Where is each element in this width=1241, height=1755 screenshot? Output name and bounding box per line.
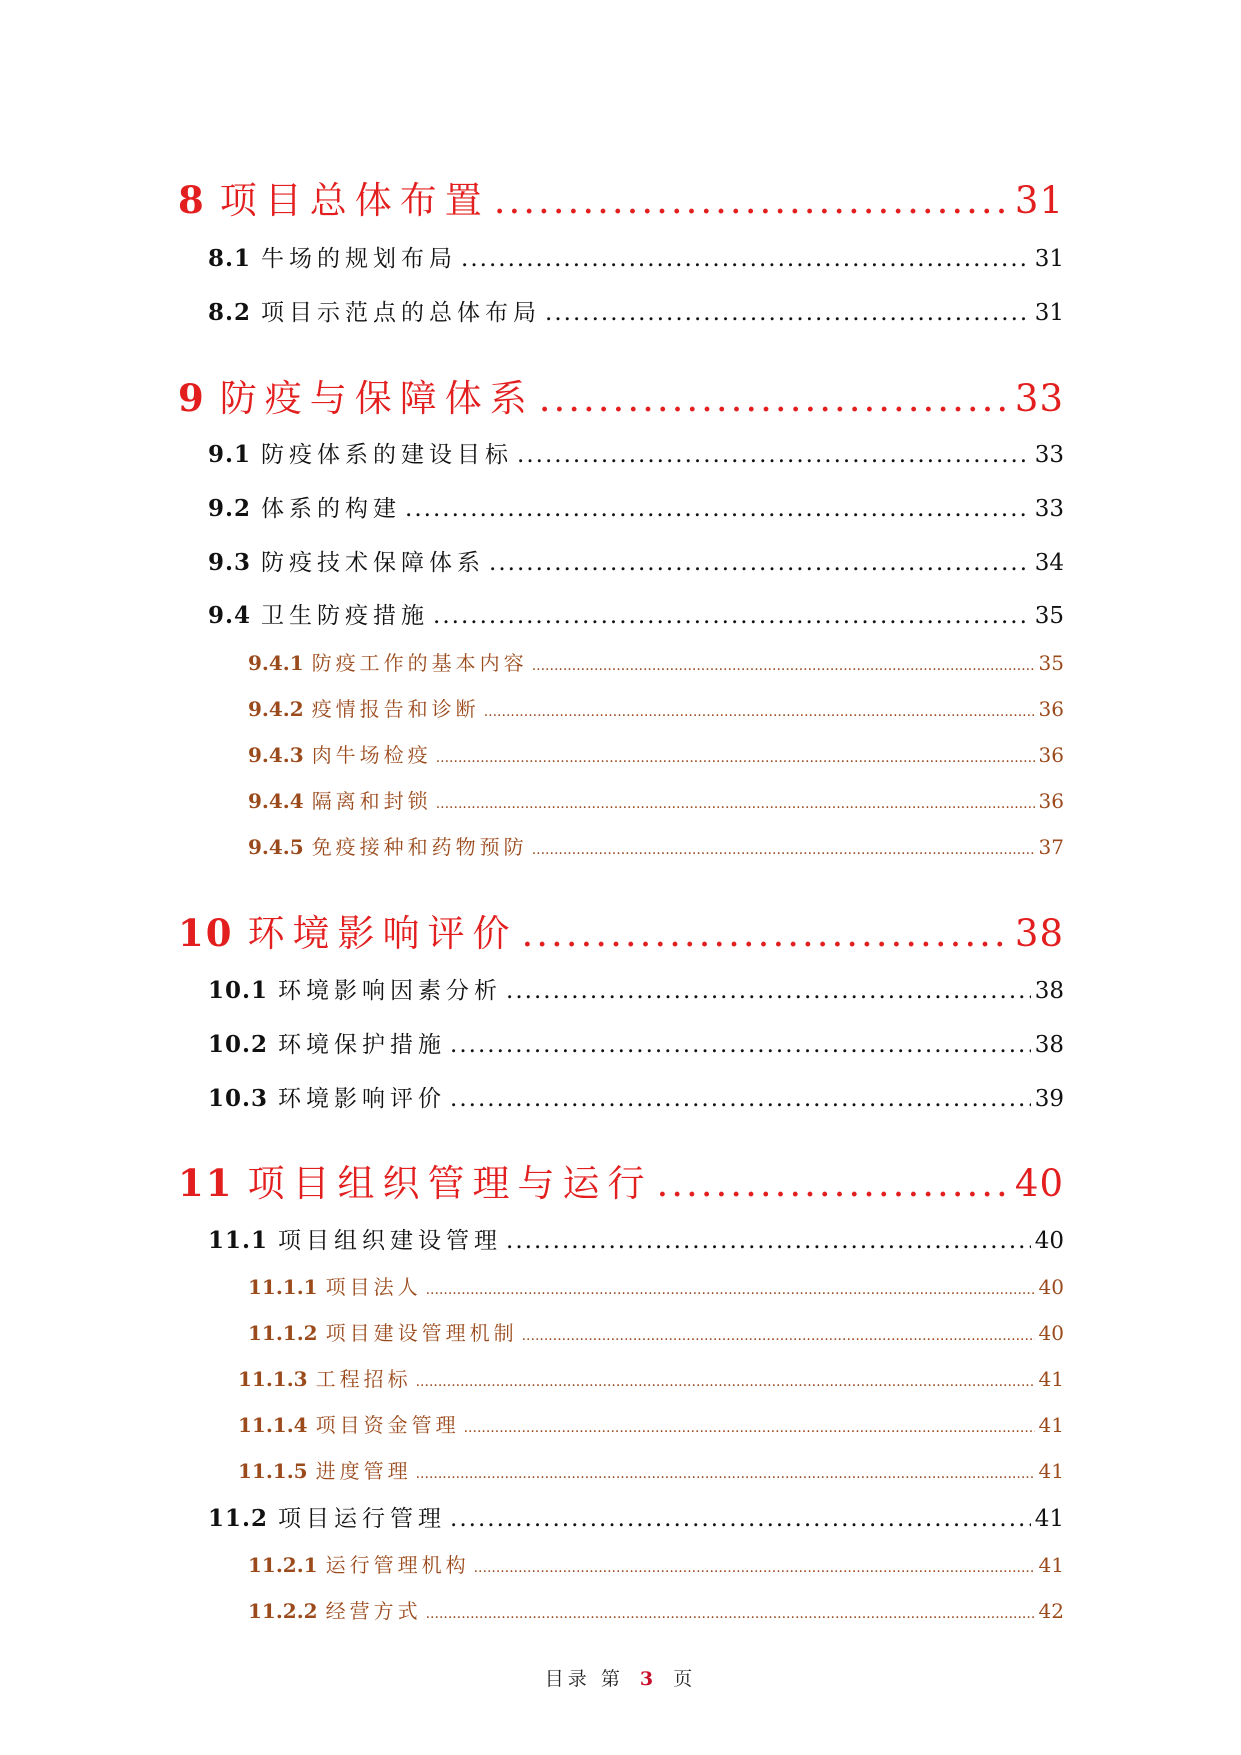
toc-entry-page: 31 bbox=[1034, 300, 1064, 326]
toc-entry-title: 防疫工作的基本内容 bbox=[311, 651, 528, 675]
toc-entry-number: 11.1 bbox=[208, 1227, 269, 1254]
toc-entry-page: 41 bbox=[1034, 1506, 1064, 1532]
dot-leader bbox=[426, 1282, 1035, 1298]
dot-leader bbox=[461, 246, 1031, 272]
toc-entry-chapter[interactable] bbox=[178, 1153, 1064, 1207]
dot-leader bbox=[522, 912, 1011, 955]
toc-entry-page: 36 bbox=[1038, 697, 1064, 721]
toc-entry-number: 9.2 bbox=[208, 495, 252, 522]
toc-entry-section[interactable] bbox=[208, 1500, 1064, 1533]
toc-entry-chapter[interactable] bbox=[178, 368, 1064, 422]
dot-leader bbox=[433, 603, 1031, 629]
toc-entry-title: 防疫技术保障体系 bbox=[261, 550, 486, 576]
toc-entry-number: 8.2 bbox=[208, 299, 252, 326]
toc-entry-title: 项目示范点的总体布局 bbox=[261, 300, 542, 326]
toc-entry-section[interactable] bbox=[208, 240, 1064, 273]
footer-word-after: 页 bbox=[673, 1668, 697, 1690]
dot-leader bbox=[405, 496, 1031, 522]
toc-entry-number: 8.1 bbox=[208, 245, 252, 272]
toc-entry-number: 10.3 bbox=[208, 1085, 269, 1112]
toc-entry-title: 环境影响评价 bbox=[247, 912, 518, 955]
toc-entry-subsection[interactable] bbox=[238, 1455, 1064, 1484]
toc-entry-number: 11.1.4 bbox=[238, 1413, 308, 1437]
toc-entry-title: 肉牛场检疫 bbox=[311, 743, 432, 767]
toc-entry-subsection[interactable] bbox=[248, 739, 1064, 768]
dot-leader bbox=[416, 1374, 1035, 1390]
toc-entry-title: 工程招标 bbox=[315, 1367, 412, 1391]
dot-leader bbox=[464, 1420, 1035, 1436]
dot-leader bbox=[436, 750, 1035, 766]
toc-entry-section[interactable] bbox=[208, 1026, 1064, 1059]
toc-entry-subsection[interactable] bbox=[248, 831, 1064, 860]
toc-entry-page: 37 bbox=[1038, 835, 1064, 859]
toc-entry-title: 运行管理机构 bbox=[325, 1553, 470, 1577]
toc-entry-number: 11.1.5 bbox=[238, 1459, 308, 1483]
dot-leader bbox=[426, 1606, 1035, 1622]
toc-entry-number: 11 bbox=[178, 1161, 234, 1205]
toc-entry-title: 防疫与保障体系 bbox=[219, 377, 535, 420]
toc-entry-subsection[interactable] bbox=[248, 1317, 1064, 1346]
toc-entry-subsection[interactable] bbox=[248, 693, 1064, 722]
toc-entry-title: 环境影响因素分析 bbox=[278, 978, 503, 1004]
toc-entry-number: 11.1.1 bbox=[248, 1275, 318, 1299]
toc-entry-number: 9.4.5 bbox=[248, 835, 304, 859]
toc-entry-subsection[interactable] bbox=[248, 647, 1064, 676]
dot-leader bbox=[436, 796, 1035, 812]
toc-entry-page: 40 bbox=[1014, 1162, 1064, 1205]
toc-entry-page: 41 bbox=[1038, 1553, 1064, 1577]
toc-entry-title: 体系的构建 bbox=[261, 496, 402, 522]
dot-leader bbox=[522, 1328, 1035, 1344]
toc-entry-section[interactable] bbox=[208, 436, 1064, 469]
toc-entry-title: 项目法人 bbox=[325, 1275, 422, 1299]
dot-leader bbox=[450, 1506, 1031, 1532]
toc-entry-title: 项目组织管理与运行 bbox=[247, 1162, 653, 1205]
toc-entry-number: 10 bbox=[178, 911, 234, 955]
toc-entry-section[interactable] bbox=[208, 972, 1064, 1005]
toc-entry-chapter[interactable] bbox=[178, 903, 1064, 957]
footer-prefix: 目录 bbox=[544, 1668, 591, 1690]
dot-leader bbox=[539, 377, 1011, 420]
toc-entry-chapter[interactable] bbox=[178, 170, 1064, 224]
toc-entry-number: 11.2 bbox=[208, 1505, 269, 1532]
toc-entry-title: 项目运行管理 bbox=[278, 1506, 447, 1532]
toc-entry-section[interactable] bbox=[208, 294, 1064, 327]
toc-entry-page: 38 bbox=[1014, 912, 1064, 955]
toc-entry-page: 38 bbox=[1034, 1032, 1064, 1058]
toc-entry-subsection[interactable] bbox=[238, 1363, 1064, 1392]
toc-entry-number: 11.2.2 bbox=[248, 1599, 318, 1623]
toc-entry-page: 33 bbox=[1014, 377, 1064, 420]
dot-leader bbox=[506, 978, 1031, 1004]
toc-entry-title: 疫情报告和诊断 bbox=[311, 697, 480, 721]
toc-entry-page: 36 bbox=[1038, 743, 1064, 767]
toc-entry-page: 40 bbox=[1038, 1321, 1064, 1345]
page-footer bbox=[0, 1664, 1241, 1691]
toc-entry-number: 11.2.1 bbox=[248, 1553, 318, 1577]
dot-leader bbox=[494, 179, 1011, 222]
toc-entry-number: 9.4.4 bbox=[248, 789, 304, 813]
toc-entry-title: 进度管理 bbox=[315, 1459, 412, 1483]
toc-entry-title: 环境保护措施 bbox=[278, 1032, 447, 1058]
toc-entry-page: 33 bbox=[1034, 496, 1064, 522]
toc-entry-page: 40 bbox=[1038, 1275, 1064, 1299]
toc-entry-subsection[interactable] bbox=[238, 1409, 1064, 1438]
toc-entry-section[interactable] bbox=[208, 544, 1064, 577]
toc-entry-title: 项目资金管理 bbox=[315, 1413, 460, 1437]
toc-entry-number: 9 bbox=[178, 376, 206, 420]
toc-entry-title: 卫生防疫措施 bbox=[261, 603, 430, 629]
dot-leader bbox=[532, 658, 1035, 674]
dot-leader bbox=[450, 1032, 1031, 1058]
toc-entry-title: 隔离和封锁 bbox=[311, 789, 432, 813]
toc-entry-page: 41 bbox=[1038, 1367, 1064, 1391]
toc-entry-number: 11.1.3 bbox=[238, 1367, 308, 1391]
toc-entry-subsection[interactable] bbox=[248, 1595, 1064, 1624]
dot-leader bbox=[545, 300, 1031, 326]
toc-entry-title: 牛场的规划布局 bbox=[261, 246, 458, 272]
dot-leader bbox=[657, 1162, 1011, 1205]
toc-entry-subsection[interactable] bbox=[248, 785, 1064, 814]
toc-entry-subsection[interactable] bbox=[248, 1549, 1064, 1578]
dot-leader bbox=[517, 442, 1031, 468]
toc-entry-number: 9.4 bbox=[208, 602, 252, 629]
toc-entry-title: 经营方式 bbox=[325, 1599, 422, 1623]
toc-entry-page: 41 bbox=[1038, 1413, 1064, 1437]
toc-entry-page: 35 bbox=[1034, 603, 1064, 629]
toc-entry-page: 41 bbox=[1038, 1459, 1064, 1483]
toc-entry-title: 项目建设管理机制 bbox=[325, 1321, 518, 1345]
toc-entry-number: 9.3 bbox=[208, 549, 252, 576]
footer-page-number: 3 bbox=[639, 1668, 658, 1690]
toc-entry-subsection[interactable] bbox=[248, 1271, 1064, 1300]
toc-entry-page: 35 bbox=[1038, 651, 1064, 675]
toc-entry-page: 31 bbox=[1034, 246, 1064, 272]
toc-entry-page: 39 bbox=[1034, 1086, 1064, 1112]
toc-entry-number: 9.4.3 bbox=[248, 743, 304, 767]
toc-entry-page: 40 bbox=[1034, 1228, 1064, 1254]
toc-entry-section[interactable] bbox=[208, 597, 1064, 630]
dot-leader bbox=[450, 1086, 1031, 1112]
toc-entry-title: 项目总体布置 bbox=[219, 179, 490, 222]
toc-entry-number: 9.1 bbox=[208, 441, 252, 468]
dot-leader bbox=[484, 704, 1035, 720]
toc-entry-page: 38 bbox=[1034, 978, 1064, 1004]
toc-entry-page: 31 bbox=[1014, 179, 1064, 222]
toc-entry-page: 33 bbox=[1034, 442, 1064, 468]
dot-leader bbox=[532, 842, 1035, 858]
dot-leader bbox=[416, 1466, 1035, 1482]
toc-entry-section[interactable] bbox=[208, 1222, 1064, 1255]
toc-entry-number: 11.1.2 bbox=[248, 1321, 318, 1345]
toc-entry-title: 环境影响评价 bbox=[278, 1086, 447, 1112]
dot-leader bbox=[474, 1560, 1035, 1576]
toc-entry-number: 9.4.1 bbox=[248, 651, 304, 675]
footer-word-before: 第 bbox=[600, 1668, 624, 1690]
toc-entry-page: 42 bbox=[1038, 1599, 1064, 1623]
toc-entry-number: 9.4.2 bbox=[248, 697, 304, 721]
dot-leader bbox=[489, 550, 1031, 576]
toc-entry-title: 免疫接种和药物预防 bbox=[311, 835, 528, 859]
toc-entry-number: 8 bbox=[178, 178, 206, 222]
toc-entry-page: 34 bbox=[1034, 550, 1064, 576]
toc-entry-number: 10.2 bbox=[208, 1031, 269, 1058]
dot-leader bbox=[506, 1228, 1031, 1254]
toc-entry-title: 防疫体系的建设目标 bbox=[261, 442, 514, 468]
toc-entry-page: 36 bbox=[1038, 789, 1064, 813]
toc-entry-title: 项目组织建设管理 bbox=[278, 1228, 503, 1254]
toc-entry-number: 10.1 bbox=[208, 977, 269, 1004]
toc-entry-section[interactable] bbox=[208, 490, 1064, 523]
toc-entry-section[interactable] bbox=[208, 1080, 1064, 1113]
